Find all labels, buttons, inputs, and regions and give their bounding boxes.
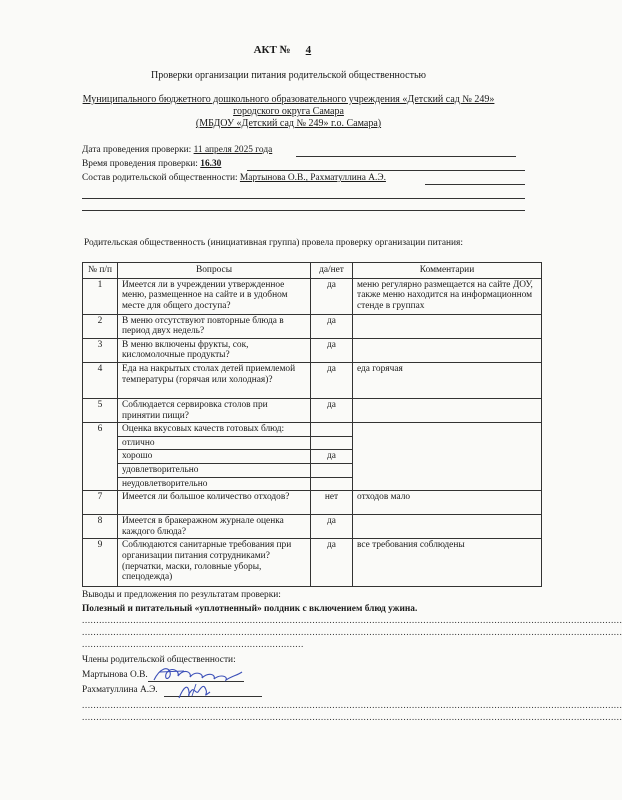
table-row bbox=[83, 515, 542, 539]
dotted-line-1: .............................................................................................................................................................................................. bbox=[82, 616, 622, 626]
row-answer: нет bbox=[311, 491, 353, 515]
row-num: 3 bbox=[83, 338, 118, 362]
row-question: В меню отсутствуют повторные блюда в период двух недель? bbox=[118, 314, 311, 338]
row-answer: да bbox=[311, 338, 353, 362]
row-answer: да bbox=[311, 362, 353, 398]
signature-member-1: Мартынова О.В. bbox=[82, 670, 148, 680]
row-question: Еда на накрытых столах детей приемлемой температуры (горячая или холодная)? bbox=[118, 362, 311, 398]
header-num: № п/п bbox=[83, 263, 118, 279]
dotted-line-2: .............................................................................................................................................................................................. bbox=[82, 628, 622, 638]
date-value: 11 апреля 2025 года bbox=[193, 145, 273, 155]
table-header-row bbox=[83, 263, 542, 279]
row-comment bbox=[353, 398, 542, 422]
blank-line-2 bbox=[82, 210, 525, 211]
row-comment: отходов мало bbox=[353, 491, 542, 515]
row-num: 9 bbox=[83, 539, 118, 587]
row-num: 4 bbox=[83, 362, 118, 398]
table-row bbox=[83, 539, 542, 587]
row-num: 8 bbox=[83, 515, 118, 539]
table-row bbox=[83, 491, 542, 515]
time-underline bbox=[247, 170, 525, 171]
table-row bbox=[83, 314, 542, 338]
org-line-3: (МБДОУ «Детский сад № 249» г.о. Самара) bbox=[195, 118, 382, 129]
signatures-label: Члены родительской общественности: bbox=[82, 655, 236, 665]
inspection-table bbox=[82, 262, 542, 587]
row-question: Имеется в бракеражном журнале оценка каждого блюда? bbox=[118, 515, 311, 539]
row-num: 2 bbox=[83, 314, 118, 338]
blank-line-1 bbox=[82, 198, 525, 199]
row-question: Оценка вкусовых качеств готовых блюд: bbox=[118, 423, 311, 437]
sub-question: удовлетворительно bbox=[118, 463, 311, 477]
act-subtitle: Проверки организации питания родительской общественностью bbox=[151, 70, 426, 81]
date-label: Дата проведения проверки: bbox=[82, 145, 194, 155]
row-comment: все требования соблюдены bbox=[353, 539, 542, 587]
row-comment bbox=[353, 338, 542, 362]
sub-answer: да bbox=[311, 450, 353, 464]
row-comment: меню регулярно размещается на сайте ДОУ, также меню находится на информационном стенде в группах bbox=[353, 278, 542, 314]
row-comment: еда горячая bbox=[353, 362, 542, 398]
row-question: Имеется ли большое количество отходов? bbox=[118, 491, 311, 515]
members-field bbox=[82, 173, 386, 183]
row-comment bbox=[353, 515, 542, 539]
members-label: Состав родительской общественности: bbox=[82, 173, 240, 183]
intro-text: Родительская общественность (инициативная группа) провела проверку организации питания: bbox=[84, 238, 463, 248]
org-line-1: Муниципального бюджетного дошкольного образовательного учреждения «Детский сад № 249» bbox=[82, 94, 495, 105]
members-underline bbox=[425, 184, 525, 185]
members-value: Мартынова О.В., Рахматуллина А.Э. bbox=[239, 173, 386, 183]
row-num: 1 bbox=[83, 278, 118, 314]
row-answer: да bbox=[311, 398, 353, 422]
header-comment: Комментарии bbox=[353, 263, 542, 279]
sub-answer bbox=[311, 463, 353, 477]
table-row bbox=[83, 362, 542, 398]
time-label: Время проведения проверки: bbox=[82, 159, 201, 169]
conclusions-label: Выводы и предложения по результатам проверки: bbox=[82, 590, 281, 600]
sub-question: хорошо bbox=[118, 450, 311, 464]
row-question: Соблюдаются санитарные требования при организации питания сотрудниками? (перчатки, маски, головные уборы, спецодежда) bbox=[118, 539, 311, 587]
act-title bbox=[0, 44, 577, 56]
date-field bbox=[82, 145, 272, 155]
row-question: В меню включены фрукты, сок, кисломолочные продукты? bbox=[118, 338, 311, 362]
dotted-line-3: .............................................................................. bbox=[82, 640, 304, 650]
row-answer: да bbox=[311, 314, 353, 338]
header-answer: да/нет bbox=[311, 263, 353, 279]
act-prefix: АКТ № bbox=[253, 44, 294, 56]
time-value: 16.30 bbox=[200, 159, 222, 169]
time-field bbox=[82, 159, 221, 169]
dotted-line-4: .............................................................................................................................................................................................. bbox=[82, 701, 622, 711]
date-underline bbox=[296, 156, 516, 157]
dotted-line-5: .............................................................................................................................................................................................. bbox=[82, 713, 622, 723]
row-question: Соблюдается сервировка столов при принятии пищи? bbox=[118, 398, 311, 422]
row-question: Имеется ли в учреждении утвержденное меню, размещенное на сайте и в удобном месте для общего доступа? bbox=[118, 278, 311, 314]
row-num: 5 bbox=[83, 398, 118, 422]
table-row bbox=[83, 278, 542, 314]
sub-answer bbox=[311, 436, 353, 450]
row-num: 7 bbox=[83, 491, 118, 515]
signature-member-2: Рахматуллина А.Э. bbox=[82, 685, 158, 695]
header-question: Вопросы bbox=[118, 263, 311, 279]
row-comment bbox=[353, 314, 542, 338]
table-row bbox=[83, 338, 542, 362]
row-answer: да bbox=[311, 515, 353, 539]
org-line-2: городского округа Самара bbox=[233, 106, 344, 117]
sub-question: неудовлетворительно bbox=[118, 477, 311, 491]
sub-answer bbox=[311, 477, 353, 491]
signature-2-image bbox=[176, 680, 216, 702]
row-answer bbox=[311, 423, 353, 437]
table-row bbox=[83, 398, 542, 422]
row-num: 6 bbox=[83, 423, 118, 491]
row-answer: да bbox=[311, 278, 353, 314]
conclusions-text: Полезный и питательный «уплотненный» полдник с включением блюд ужина. bbox=[82, 604, 418, 614]
row-comment bbox=[353, 423, 542, 491]
act-number: 4 bbox=[305, 44, 312, 56]
table-row bbox=[83, 423, 542, 437]
row-answer: да bbox=[311, 539, 353, 587]
sub-question: отлично bbox=[118, 436, 311, 450]
